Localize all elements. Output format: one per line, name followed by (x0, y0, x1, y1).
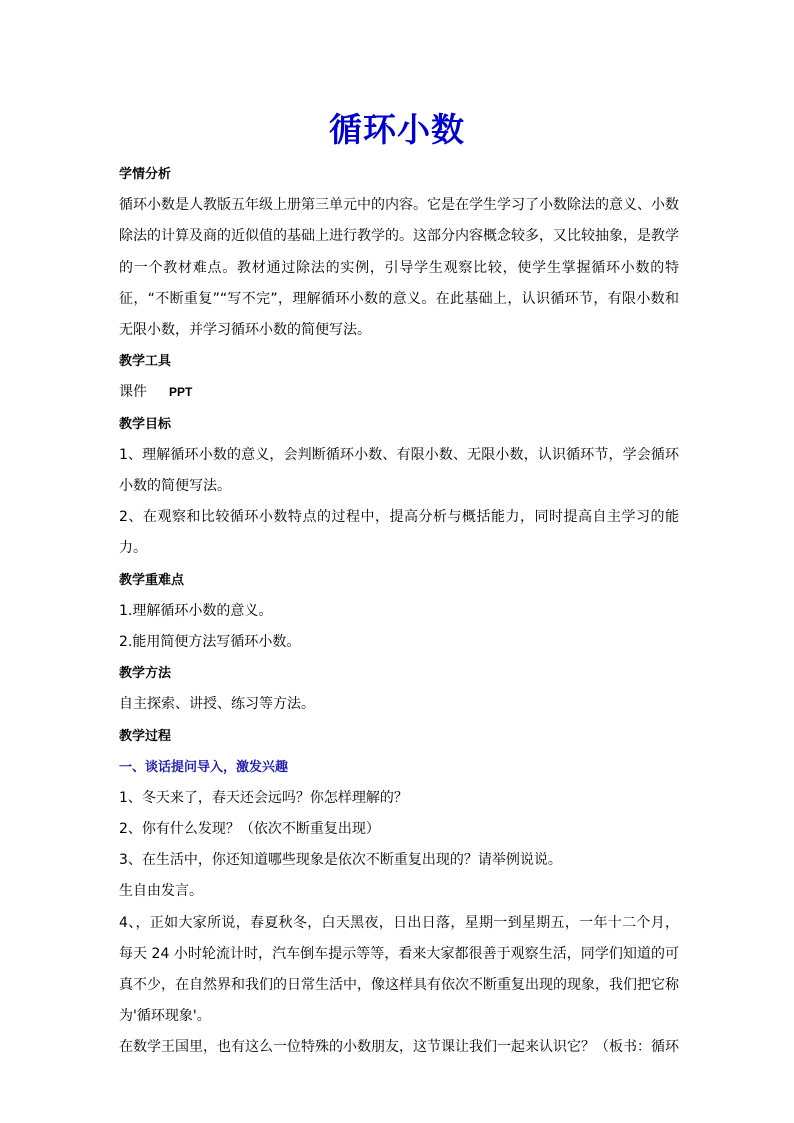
process-free-talk: 生自由发言。 (119, 883, 203, 900)
process-subheading-1: 一、谈话提问导入，激发兴趣 (119, 759, 289, 775)
goal-item-2: 2、在观察和比较循环小数特点的过程中，提高分析与概括能力，同时提高自主学习的能力。 (119, 509, 679, 557)
tools-heading-text: 教学工具 (119, 354, 172, 370)
analysis-paragraph: 循环小数是人教版五年级上册第三单元中的内容。它是在学生学习了小数除法的意义、小数除法的计算及商的近似值的基础上进行教学的。这部分内容概念较多，又比较抽象，是教学的一个教材难点。教材通过除法的实例，引导学生观察比较，使学生掌握循环小数的特征，“不断重复”“写不完”，理解循环小数的意义。在此基础上，认识循环节，有限小数和无限小数，并学习循环小数的简便写法。 (119, 197, 679, 338)
key-point-1: 1.理解循环小数的意义。 (119, 602, 273, 619)
section-heading-tools (119, 346, 679, 377)
process-question-2: 2、你有什么发现？（依次不断重复出现） (119, 821, 380, 838)
process-question-1: 1、冬天来了，春天还会远吗？你怎样理解的？ (119, 789, 408, 806)
section-heading-analysis: 学情分析 (119, 167, 172, 182)
process-closing: 在数学王国里，也有这么一位特殊的小数朋友，这节课让我们一起来认识它？（板书：循环 (119, 1039, 679, 1056)
section-heading-process: 教学过程 (119, 728, 172, 744)
process-question-3: 3、在生活中，你还知道哪些现象是依次不断重复出现的？请举例说说。 (119, 852, 562, 869)
section-heading-key-points: 教学重难点 (119, 572, 185, 588)
document-body (119, 159, 679, 1064)
section-heading-goals: 教学目标 (119, 416, 172, 432)
document-title: 循环小数 (329, 110, 465, 149)
tools-item-value: PPT (169, 385, 193, 400)
tools-item-label: 课件 (119, 384, 147, 401)
key-point-2: 2.能用简便方法写循环小数。 (119, 633, 301, 650)
process-question-4: 4、，正如大家所说，春夏秋冬，白天黑夜，日出日落，星期一到星期五，一年十二个月，每天 24 小时轮流计时，汽车倒车提示等等，看来大家都很善于观察生活，同学们知道的可真不少，在自然界和我们的日常生活中，像这样具有依次不断重复出现的现象，我们把它称为'循环现象'。 (119, 914, 679, 1025)
goal-item-1: 1、理解循环小数的意义，会判断循环小数、有限小数、无限小数，认识循环节，学会循环小数的简便写法。 (119, 446, 679, 494)
methods-text: 自主探索、讲授、练习等方法。 (119, 696, 315, 713)
tools-item (119, 377, 679, 408)
section-heading-methods: 教学方法 (119, 666, 172, 682)
